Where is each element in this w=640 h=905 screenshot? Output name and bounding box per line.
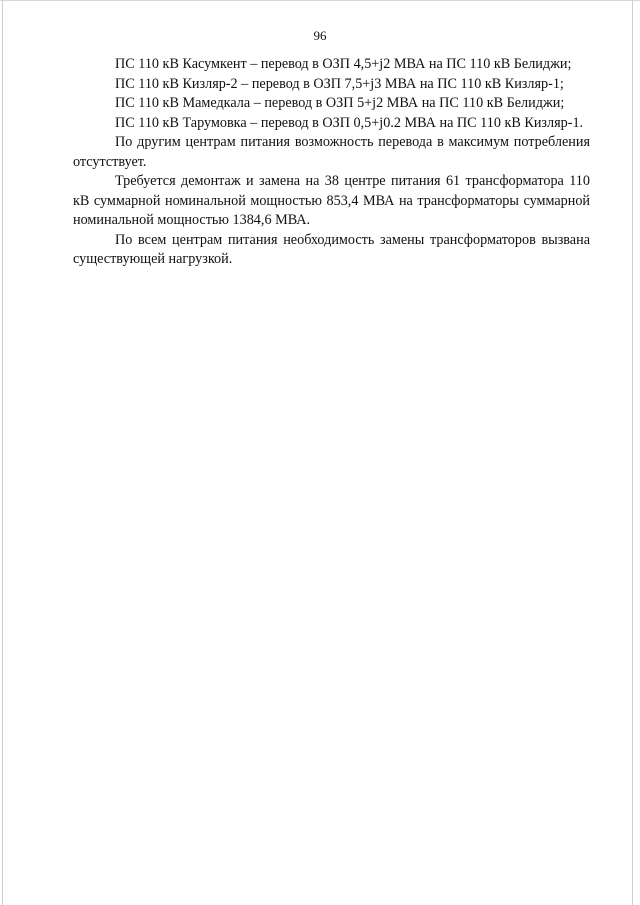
- paragraph-tarumovka: ПС 110 кВ Тарумовка – перевод в ОЗП 0,5+j0.2 МВА на ПС 110 кВ Кизляр-1.: [115, 114, 584, 131]
- paragraph-kizlyar-2: ПС 110 кВ Кизляр-2 – перевод в ОЗП 7,5+j3 МВА на ПС 110 кВ Кизляр-1;: [115, 75, 564, 92]
- paragraph-kasumkent: ПС 110 кВ Касумкент – перевод в ОЗП 4,5+j2 МВА на ПС 110 кВ Белиджи;: [115, 56, 572, 72]
- page-number: 96: [313, 28, 327, 43]
- paragraph-transformer-replacement: Требуется демонтаж и замена на 38 центре питания 61 трансформатора 110 кВ суммарной номинальной мощностью 853,4 МВА на трансформаторы суммарной номинальной мощностью 1384,6 МВА.: [73, 173, 590, 228]
- page-left-edge: [2, 0, 3, 905]
- paragraph-mamedkala: ПС 110 кВ Мамедкала – перевод в ОЗП 5+j2 МВА на ПС 110 кВ Белиджи;: [115, 95, 565, 111]
- page-right-edge: [632, 0, 633, 905]
- document-body: [73, 55, 590, 270]
- paragraph-replacement-reason: По всем центрам питания необходимость замены трансформаторов вызвана существующей нагрузкой.: [73, 231, 590, 267]
- paragraph-no-transfer: По другим центрам питания возможность перевода в максимум потребления отсутствует.: [73, 134, 590, 170]
- page-top-edge: [0, 0, 640, 1]
